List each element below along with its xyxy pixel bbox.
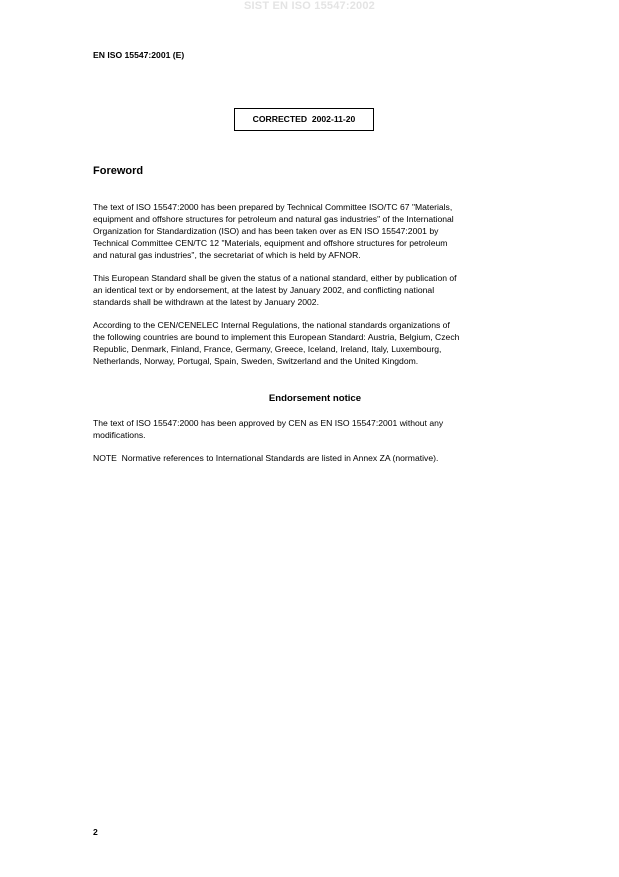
text-line: an identical text or by endorsement, at the latest by January 2002, and conflicting national: [93, 284, 435, 295]
foreword-paragraph-3: [93, 320, 545, 368]
document-reference: EN ISO 15547:2001 (E): [93, 50, 185, 60]
text-line: The text of ISO 15547:2000 has been approved by CEN as EN ISO 15547:2001 without any: [93, 418, 444, 428]
text-line: and natural gas industries", the secretariat of which is held by AFNOR.: [93, 249, 361, 260]
text-line: modifications.: [93, 429, 146, 440]
text-line: Organization for Standardization (ISO) and has been taken over as EN ISO 15547:2001 by: [93, 225, 439, 236]
endorsement-body: [93, 418, 545, 477]
text-line: Republic, Denmark, Finland, France, Germany, Greece, Iceland, Ireland, Italy, Luxembourg,: [93, 344, 442, 355]
text-line: the following countries are bound to implement this European Standard: Austria, Belgium, Czech: [93, 332, 460, 343]
text-line: This European Standard shall be given the status of a national standard, either by publication of: [93, 273, 457, 284]
watermark: SIST EN ISO 15547:2002: [244, 0, 375, 12]
endorsement-paragraph: [93, 418, 545, 442]
foreword-body: [93, 202, 545, 379]
corrected-stamp: CORRECTED 2002-11-20: [234, 108, 374, 131]
foreword-paragraph-2: [93, 273, 545, 309]
foreword-paragraph-1: [93, 202, 545, 262]
note-label: NOTE: [93, 453, 122, 464]
normative-note: [93, 453, 545, 465]
text-line: standards shall be withdrawn at the latest by January 2002.: [93, 296, 319, 307]
endorsement-heading: Endorsement notice: [268, 393, 362, 404]
text-line: Netherlands, Norway, Portugal, Spain, Sweden, Switzerland and the United Kingdom.: [93, 355, 419, 366]
text-line: equipment and offshore structures for petroleum and natural gas industries" of the International: [93, 213, 454, 224]
text-line: The text of ISO 15547:2000 has been prepared by Technical Committee ISO/TC 67 "Materials,: [93, 202, 453, 212]
page-number: 2: [93, 827, 98, 837]
text-line: Technical Committee CEN/TC 12 "Materials, equipment and offshore structures for petroleum: [93, 237, 448, 248]
foreword-heading: Foreword: [93, 165, 144, 177]
note-text: Normative references to International Standards are listed in Annex ZA (normative).: [121, 453, 439, 464]
text-line: According to the CEN/CENELEC Internal Regulations, the national standards organizations of: [93, 320, 450, 331]
